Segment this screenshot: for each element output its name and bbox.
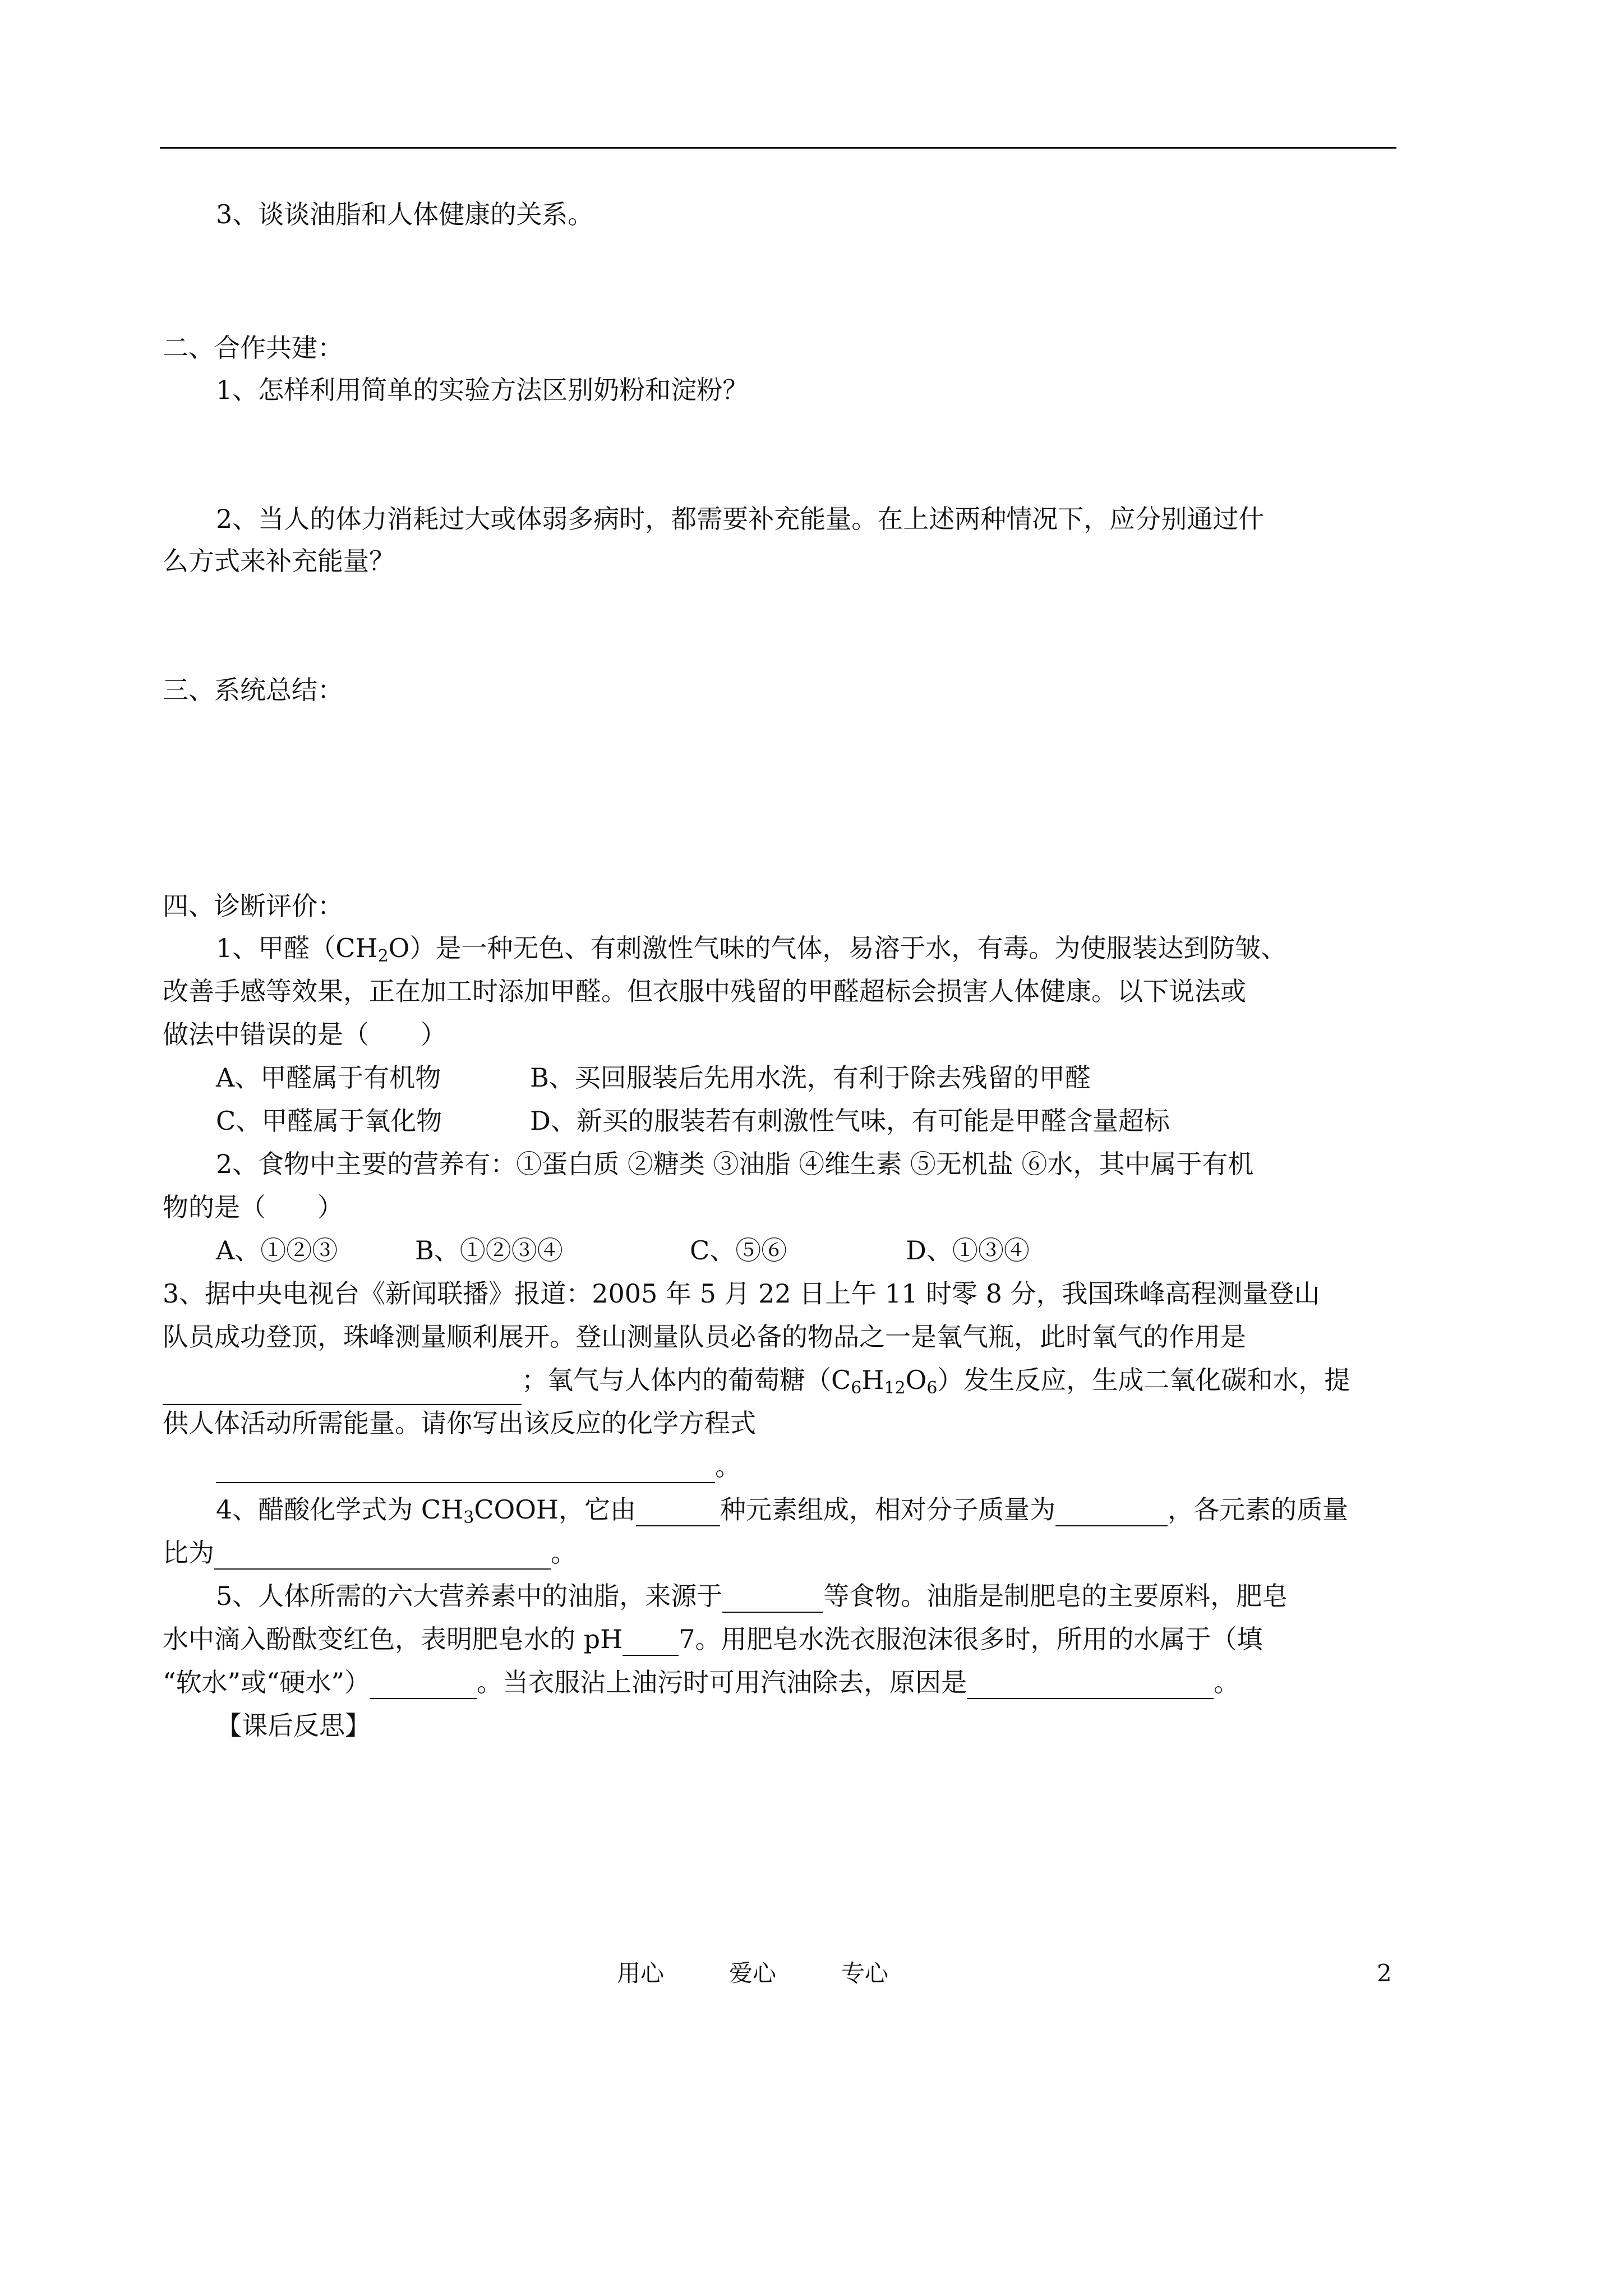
q4-text: 比为 xyxy=(163,1538,214,1568)
q5-text: 水中滴入酚酞变红色，表明肥皂水的 pH xyxy=(163,1624,623,1654)
q2-option-a: A、①②③ xyxy=(216,1235,338,1266)
section2-title: 二、合作共建： xyxy=(163,333,343,363)
q1-line2: 改善手感等效果，正在加工时添加甲醛。但衣服中残留的甲醛超标会损害人体健康。以下说法或 xyxy=(163,976,1246,1006)
q4-text: COOH，它由 xyxy=(474,1494,637,1525)
footer-word-2: 爱心 xyxy=(729,1959,777,1987)
footer-word-1: 用心 xyxy=(617,1959,665,1987)
q1-subscript: 2 xyxy=(377,946,389,966)
q2-option-c: C、⑤⑥ xyxy=(690,1235,787,1266)
q4-text: ，各元素的质量 xyxy=(1168,1494,1349,1525)
answer-blank[interactable] xyxy=(623,1628,679,1656)
q5-line3 xyxy=(163,1665,1239,1699)
answer-blank[interactable] xyxy=(636,1498,720,1526)
page-number: 2 xyxy=(1377,1959,1392,1987)
q1-text: O）是一种无色、有刺激性气味的气体，易溶于水，有毒。为使服装达到防皱、 xyxy=(388,933,1287,963)
q3-text: 6 xyxy=(926,1378,938,1398)
q3-text: 。 xyxy=(715,1451,741,1481)
q1-option-a: A、甲醛属于有机物 xyxy=(216,1062,441,1093)
q5-text: 。当衣服沾上油污时可用汽油除去，原因是 xyxy=(477,1667,967,1697)
q2-option-d: D、①③④ xyxy=(906,1235,1030,1266)
section3-title: 三、系统总结： xyxy=(163,675,343,705)
q3-text: ）发生反应，生成二氧化碳和水，提 xyxy=(937,1365,1350,1395)
q5-text: 7。用肥皂水洗衣服泡沫很多时，所用的水属于（填 xyxy=(679,1624,1263,1654)
q5-text: 。 xyxy=(1214,1667,1240,1697)
q4-text: 4、醋酸化学式为 CH xyxy=(216,1494,464,1525)
section1-question3: 3、谈谈油脂和人体健康的关系。 xyxy=(216,199,594,229)
q4-subscript: 3 xyxy=(463,1508,474,1527)
section4-title: 四、诊断评价： xyxy=(163,891,343,921)
answer-blank[interactable] xyxy=(216,1455,715,1483)
q1-text: 1、甲醛（CH xyxy=(216,933,378,963)
q1-option-b: B、买回服装后先用水洗，有利于除去残留的甲醛 xyxy=(530,1062,1091,1093)
q2-line2: 物的是（ ） xyxy=(163,1192,343,1222)
q2-line1: 2、食物中主要的营养有：①蛋白质 ②糖类 ③油脂 ④维生素 ⑤无机盐 ⑥水，其中属于有机 xyxy=(216,1149,1254,1179)
answer-blank[interactable] xyxy=(1055,1498,1168,1526)
q3-line2: 队员成功登顶，珠峰测量顺利展开。登山测量队员必备的物品之一是氧气瓶，此时氧气的作用是 xyxy=(163,1322,1246,1352)
section2-question2-line2: 么方式来补充能量？ xyxy=(163,546,395,576)
section2-question2-line1: 2、当人的体力消耗过大或体弱多病时，都需要补充能量。在上述两种情况下，应分别通过什 xyxy=(216,504,1265,534)
answer-blank[interactable] xyxy=(722,1585,823,1613)
answer-blank[interactable] xyxy=(214,1542,551,1570)
q3-line5 xyxy=(216,1450,741,1483)
answer-blank[interactable] xyxy=(163,1377,522,1405)
q3-line3 xyxy=(163,1363,1350,1405)
section2-question1: 1、怎样利用简单的实验方法区别奶粉和淀粉？ xyxy=(216,375,749,405)
q4-line2 xyxy=(163,1536,577,1570)
q4-text: 种元素组成，相对分子质量为 xyxy=(720,1494,1056,1525)
q3-text: 12 xyxy=(884,1378,906,1398)
q1-option-d: D、新买的服装若有刺激性气味，有可能是甲醛含量超标 xyxy=(530,1106,1170,1136)
q1-line3: 做法中错误的是（ ） xyxy=(163,1019,446,1050)
q4-line1 xyxy=(216,1493,1348,1526)
q1-option-c: C、甲醛属于氧化物 xyxy=(216,1106,442,1136)
q5-text: 5、人体所需的六大营养素中的油脂，来源于 xyxy=(216,1581,723,1611)
reflection-heading: 【课后反思】 xyxy=(216,1710,371,1741)
header-rule xyxy=(160,147,1396,149)
q3-line1: 3、据中央电视台《新闻联播》报道：2005 年 5 月 22 日上午 11 时零 8 分，我国珠峰高程测量登山 xyxy=(163,1278,1320,1309)
q3-text: 6 xyxy=(851,1378,862,1398)
q5-line1 xyxy=(216,1579,1288,1613)
q3-text: ；氧气与人体内的葡萄糖（C xyxy=(522,1365,851,1395)
footer-word-3: 专心 xyxy=(841,1959,889,1987)
q4-text: 。 xyxy=(551,1538,577,1568)
q5-text: 等食物。油脂是制肥皂的主要原料，肥皂 xyxy=(823,1581,1288,1611)
q1-line1 xyxy=(216,931,1287,965)
answer-blank[interactable] xyxy=(967,1671,1214,1699)
q5-line2 xyxy=(163,1622,1262,1656)
answer-blank[interactable] xyxy=(370,1671,477,1699)
q3-text: H xyxy=(861,1365,884,1395)
q5-text: “软水”或“硬水”） xyxy=(163,1667,371,1697)
q3-line4: 供人体活动所需能量。请你写出该反应的化学方程式 xyxy=(163,1408,756,1438)
q3-text: O xyxy=(905,1365,927,1395)
q2-option-b: B、①②③④ xyxy=(415,1235,563,1266)
